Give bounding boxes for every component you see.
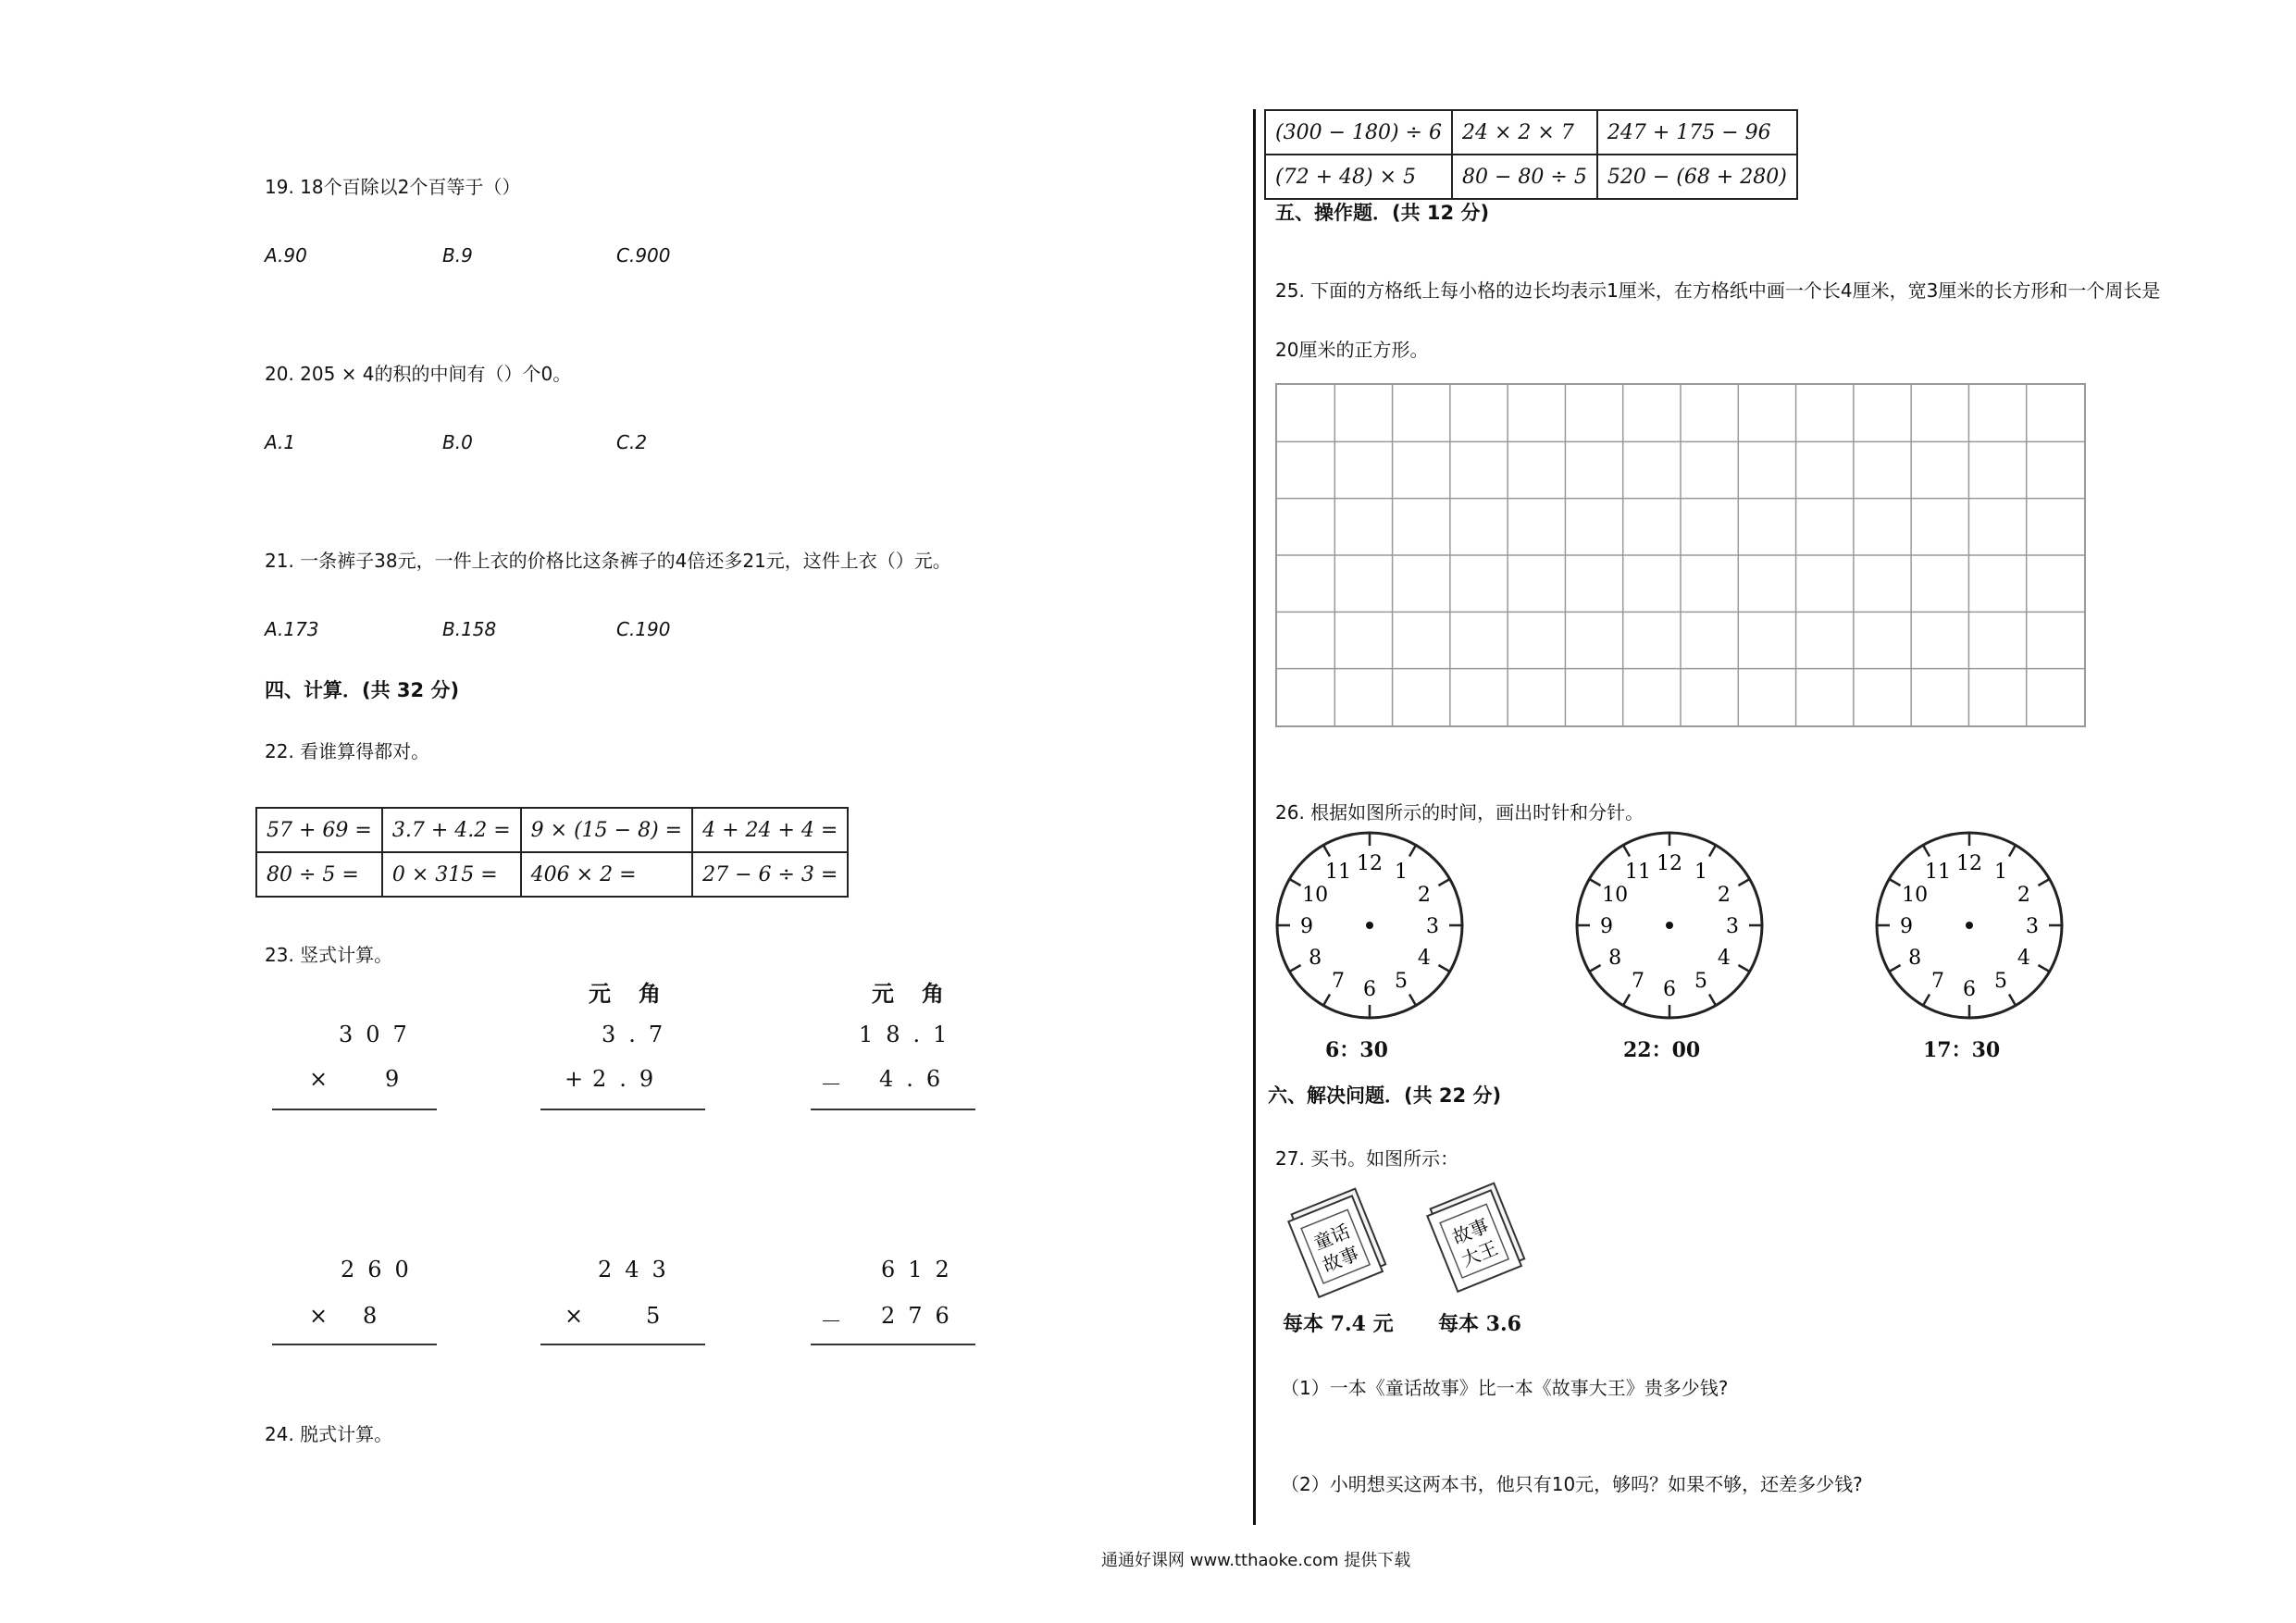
clock-numeral: 9 bbox=[1600, 915, 1613, 938]
question-27-sub2: （2）小明想买这两本书，他只有10元，够吗？如果不够，还差多少钱? bbox=[1281, 1473, 1863, 1495]
vertical-rule bbox=[811, 1344, 975, 1345]
calc-cell: (72 + 48) × 5 bbox=[1265, 155, 1452, 199]
table-row bbox=[256, 808, 848, 852]
q21-option-a: A.173 bbox=[265, 618, 319, 640]
clock-numeral: 1 bbox=[1694, 861, 1707, 885]
vertical-top-number: 3.7 bbox=[602, 1022, 676, 1047]
q19-option-c: C.900 bbox=[616, 244, 671, 266]
question-20: 20. 205 × 4的积的中间有（）个0。 bbox=[265, 363, 572, 385]
clock-numeral: 8 bbox=[1908, 947, 1922, 970]
calc-cell: 9 × (15 − 8) = bbox=[521, 808, 692, 852]
clock-tick bbox=[1738, 965, 1749, 972]
clock-tick bbox=[1289, 965, 1300, 972]
clock-numeral: 10 bbox=[1902, 884, 1929, 907]
vertical-top-number: 260 bbox=[341, 1257, 422, 1282]
vertical-rule bbox=[540, 1109, 705, 1110]
clock-numeral: 2 bbox=[1717, 884, 1731, 907]
q21-option-c: C.190 bbox=[616, 618, 671, 640]
clock-numeral: 4 bbox=[2017, 947, 2030, 970]
clock-numeral: 2 bbox=[1417, 884, 1431, 907]
question-23: 23. 竖式计算。 bbox=[265, 944, 393, 966]
calc-cell: 520 − (68 + 280) bbox=[1597, 155, 1797, 199]
calc-cell: 247 + 175 − 96 bbox=[1597, 110, 1797, 155]
vertical-bottom-number: 8 bbox=[363, 1303, 391, 1329]
calc-cell: 0 × 315 = bbox=[382, 852, 521, 897]
calc-cell: 24 × 2 × 7 bbox=[1452, 110, 1597, 155]
vertical-operator: × bbox=[309, 1066, 341, 1092]
clock-center-dot bbox=[1966, 922, 1973, 929]
section-5-heading: 五、操作题．(共 12 分) bbox=[1275, 202, 1490, 224]
question-21: 21. 一条裤子38元，一件上衣的价格比这条裤子的4倍还多21元，这件上衣（）元。 bbox=[265, 550, 951, 572]
question-27: 27. 买书。如图所示： bbox=[1275, 1147, 1459, 1170]
clock-numeral: 7 bbox=[1931, 969, 1944, 993]
clock-numeral: 11 bbox=[1325, 861, 1351, 885]
book-title-line: 故事 bbox=[1448, 1214, 1493, 1249]
clock-numeral: 3 bbox=[1426, 915, 1439, 938]
clock-face bbox=[1877, 833, 2062, 1018]
clock-center-dot bbox=[1666, 922, 1673, 929]
page-footer: 通通好课网 www.tthaoke.com 提供下载 bbox=[1101, 1551, 1411, 1570]
clock-tick bbox=[1623, 845, 1630, 856]
clock-numeral: 11 bbox=[1625, 861, 1651, 885]
clock-tick bbox=[1889, 879, 1900, 886]
question-25-line2: 20厘米的正方形。 bbox=[1275, 339, 1429, 361]
clock-faces bbox=[1268, 827, 2039, 1033]
question-25-line1: 25. 下面的方格纸上每小格的边长均表示1厘米，在方格纸中画一个长4厘米，宽3厘米的长方形和一个周长是 bbox=[1275, 279, 2161, 302]
clock-numeral: 1 bbox=[1395, 861, 1408, 885]
unit-label-yuan-jiao: 元角 bbox=[872, 981, 972, 1007]
book-price-label: 每本 7.4 元 bbox=[1283, 1312, 1394, 1336]
clock-numeral: 2 bbox=[2017, 884, 2030, 907]
clock-numeral: 6 bbox=[1963, 978, 1976, 1001]
clock-numeral: 4 bbox=[1717, 947, 1731, 970]
clock-time-label: 22：00 bbox=[1623, 1038, 1701, 1062]
vertical-top-number: 243 bbox=[598, 1257, 679, 1282]
clock-tick bbox=[1709, 994, 1716, 1005]
table-row bbox=[256, 852, 848, 897]
vertical-bottom-number: 2.9 bbox=[592, 1066, 667, 1092]
clock-tick bbox=[1289, 879, 1300, 886]
calc-cell: 80 ÷ 5 = bbox=[256, 852, 382, 897]
clock-tick bbox=[1589, 879, 1600, 886]
clock-tick bbox=[1589, 965, 1600, 972]
calc-cell: 3.7 + 4.2 = bbox=[382, 808, 521, 852]
question-26: 26. 根据如图所示的时间，画出时针和分针。 bbox=[1275, 801, 1644, 824]
table-row bbox=[1265, 155, 1797, 199]
grid-lines bbox=[1277, 385, 2084, 725]
clock-numeral: 1 bbox=[1994, 861, 2007, 885]
clock-numeral: 7 bbox=[1332, 969, 1345, 993]
book-title-line: 大王 bbox=[1458, 1236, 1501, 1271]
clock-tick bbox=[1409, 845, 1416, 856]
clock-numeral: 4 bbox=[1417, 947, 1431, 970]
clock-tick bbox=[2038, 879, 2049, 886]
book-title-line: 故事 bbox=[1319, 1242, 1362, 1277]
clock-numeral: 12 bbox=[1657, 852, 1682, 875]
clock-numeral: 7 bbox=[1632, 969, 1644, 993]
clock-tick bbox=[2038, 965, 2049, 972]
vertical-top-number: 612 bbox=[881, 1257, 962, 1282]
vertical-operator: + bbox=[565, 1066, 597, 1092]
vertical-rule bbox=[272, 1344, 437, 1345]
clock-numeral: 9 bbox=[1900, 915, 1913, 938]
vertical-rule bbox=[540, 1344, 705, 1345]
clock-tick bbox=[1923, 994, 1930, 1005]
question-22: 22. 看谁算得都对。 bbox=[265, 740, 430, 762]
vertical-top-number: 307 bbox=[339, 1022, 420, 1047]
clock-tick bbox=[1623, 994, 1630, 1005]
clock-numeral: 5 bbox=[1395, 969, 1408, 993]
q20-option-c: C.2 bbox=[616, 431, 648, 453]
calc-cell: 57 + 69 = bbox=[256, 808, 382, 852]
vertical-operator: － bbox=[820, 1308, 855, 1334]
column-divider bbox=[1253, 109, 1256, 1525]
q21-option-b: B.158 bbox=[442, 618, 497, 640]
fairy-tale-book-icon bbox=[1281, 1181, 1392, 1292]
book-price-label: 每本 3.6 bbox=[1438, 1312, 1521, 1336]
clock-numeral: 10 bbox=[1602, 884, 1629, 907]
clock-numeral: 6 bbox=[1663, 978, 1676, 1001]
vertical-top-number: 18.1 bbox=[859, 1022, 961, 1047]
clock-numeral: 5 bbox=[1994, 969, 2007, 993]
clock-time-label: 6：30 bbox=[1325, 1038, 1388, 1062]
vertical-bottom-number: 276 bbox=[881, 1303, 962, 1329]
clock-numeral: 6 bbox=[1363, 978, 1376, 1001]
clock-center-dot bbox=[1366, 922, 1373, 929]
clock-numeral: 8 bbox=[1309, 947, 1322, 970]
clock-numeral: 12 bbox=[1357, 852, 1383, 875]
q20-option-b: B.0 bbox=[442, 431, 473, 453]
oral-calc-table bbox=[255, 807, 849, 898]
story-king-book-icon bbox=[1420, 1175, 1531, 1286]
vertical-operator: － bbox=[820, 1072, 855, 1097]
vertical-operator: × bbox=[565, 1303, 597, 1329]
section-6-heading: 六、解决问题．(共 22 分) bbox=[1268, 1084, 1502, 1107]
clock-tick bbox=[2009, 994, 2016, 1005]
step-calc-table bbox=[1264, 109, 1798, 200]
table-row bbox=[1265, 110, 1797, 155]
vertical-rule bbox=[811, 1109, 975, 1110]
clock-time-label: 17：30 bbox=[1923, 1038, 2001, 1062]
question-19: 19. 18个百除以2个百等于（） bbox=[265, 176, 521, 198]
q19-option-a: A.90 bbox=[265, 244, 307, 266]
vertical-rule bbox=[272, 1109, 437, 1110]
unit-label-yuan-jiao: 元角 bbox=[589, 981, 689, 1007]
clock-tick bbox=[2009, 845, 2016, 856]
vertical-bottom-number: 4.6 bbox=[879, 1066, 954, 1092]
clock-numeral: 8 bbox=[1608, 947, 1622, 970]
section-4-heading: 四、计算．(共 32 分) bbox=[265, 679, 460, 701]
clock-tick bbox=[1738, 879, 1749, 886]
clock-face bbox=[1277, 833, 1462, 1018]
clock-numeral: 9 bbox=[1300, 915, 1313, 938]
clock-numeral: 5 bbox=[1694, 969, 1707, 993]
question-27-sub1: （1）一本《童话故事》比一本《故事大王》贵多少钱? bbox=[1281, 1377, 1729, 1399]
clock-tick bbox=[1438, 879, 1449, 886]
clock-numeral: 3 bbox=[2026, 915, 2039, 938]
calc-cell: 406 × 2 = bbox=[521, 852, 692, 897]
clock-numeral: 10 bbox=[1302, 884, 1329, 907]
calc-cell: 4 + 24 + 4 = bbox=[692, 808, 848, 852]
calc-cell: 80 − 80 ÷ 5 bbox=[1452, 155, 1597, 199]
clock-numeral: 3 bbox=[1726, 915, 1739, 938]
clock-tick bbox=[1889, 965, 1900, 972]
clock-tick bbox=[1923, 845, 1930, 856]
square-grid-paper[interactable] bbox=[1275, 383, 2086, 727]
q19-option-b: B.9 bbox=[442, 244, 473, 266]
question-24: 24. 脱式计算。 bbox=[265, 1423, 393, 1445]
clock-tick bbox=[1438, 965, 1449, 972]
vertical-operator: × bbox=[309, 1303, 341, 1329]
calc-cell: (300 − 180) ÷ 6 bbox=[1265, 110, 1452, 155]
book-title-line: 童话 bbox=[1309, 1220, 1354, 1255]
clock-numeral: 12 bbox=[1956, 852, 1982, 875]
vertical-bottom-number: 5 bbox=[646, 1303, 674, 1329]
q20-option-a: A.1 bbox=[265, 431, 296, 453]
clock-tick bbox=[1323, 845, 1330, 856]
calc-cell: 27 − 6 ÷ 3 = bbox=[692, 852, 848, 897]
clock-numeral: 11 bbox=[1925, 861, 1951, 885]
vertical-bottom-number: 9 bbox=[385, 1066, 413, 1092]
clock-face bbox=[1577, 833, 1762, 1018]
clock-tick bbox=[1409, 994, 1416, 1005]
clock-tick bbox=[1709, 845, 1716, 856]
clock-tick bbox=[1323, 994, 1330, 1005]
